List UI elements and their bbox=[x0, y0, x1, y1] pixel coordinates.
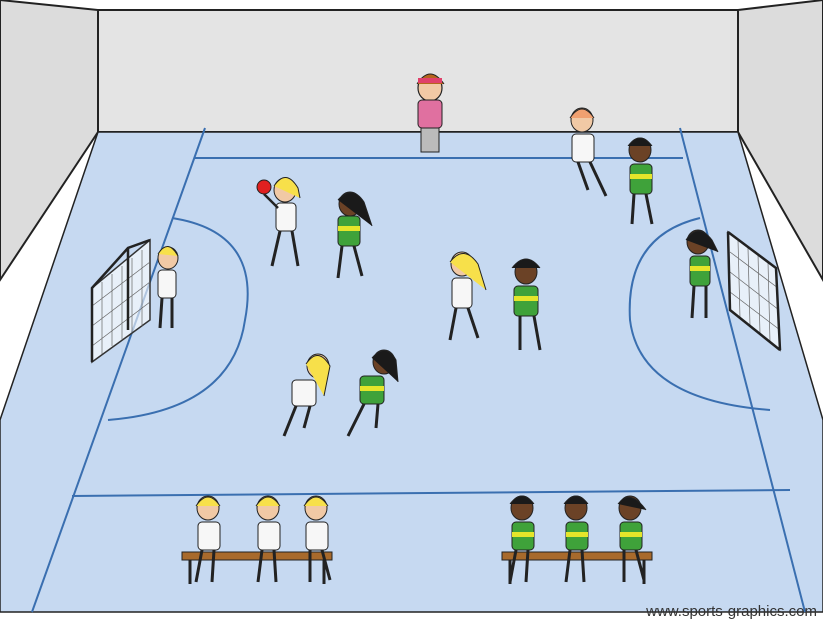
bench-green-seat bbox=[502, 552, 652, 560]
referee-legs bbox=[421, 128, 439, 152]
referee-headband bbox=[418, 78, 442, 83]
handball bbox=[257, 180, 271, 194]
watermark-text: www.sports-graphics.com bbox=[646, 603, 817, 620]
referee-shirt bbox=[418, 100, 442, 128]
